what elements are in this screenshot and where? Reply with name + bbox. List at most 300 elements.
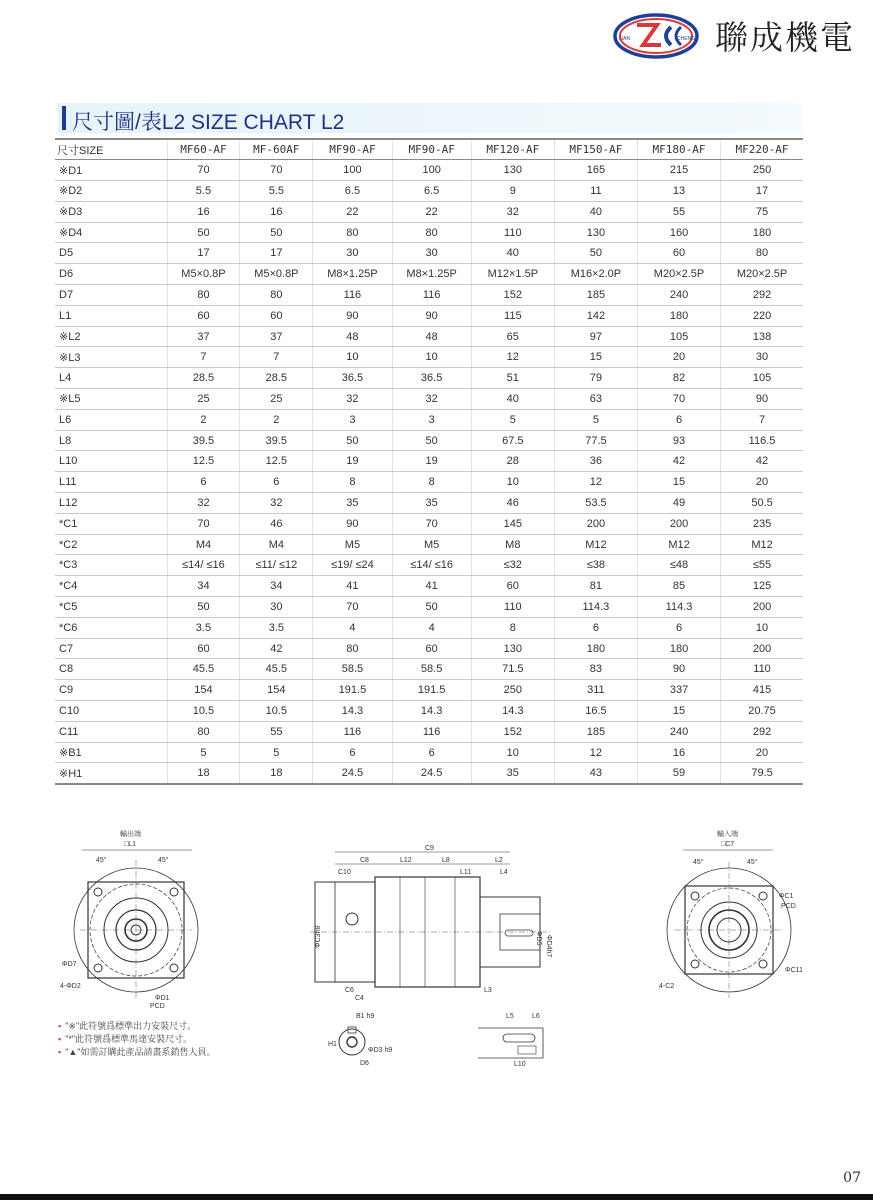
row-label: C11 xyxy=(55,721,167,742)
table-cell: 152 xyxy=(471,721,554,742)
svg-text:45°: 45° xyxy=(158,857,169,864)
table-cell: 12.5 xyxy=(167,451,240,472)
table-cell: 115 xyxy=(471,305,554,326)
table-cell: 15 xyxy=(637,472,720,493)
table-header-row xyxy=(55,139,803,160)
table-cell: 3.5 xyxy=(167,617,240,638)
table-cell: 46 xyxy=(240,513,313,534)
table-cell: 83 xyxy=(554,659,637,680)
table-cell: M12 xyxy=(554,534,637,555)
table-cell: 200 xyxy=(721,597,803,618)
table-cell: ≤48 xyxy=(637,555,720,576)
table-cell: M4 xyxy=(240,534,313,555)
table-cell: M8×1.25P xyxy=(313,264,392,285)
svg-text:L8: L8 xyxy=(442,857,450,864)
row-label: ※L5 xyxy=(55,389,167,410)
table-cell: 15 xyxy=(637,701,720,722)
svg-text:輸出端: 輸出端 xyxy=(120,831,141,838)
svg-text:L5: L5 xyxy=(506,1013,514,1020)
table-cell: 82 xyxy=(637,368,720,389)
table-cell: 12 xyxy=(554,742,637,763)
table-cell: 116.5 xyxy=(721,430,803,451)
table-row xyxy=(55,243,803,264)
svg-text:4-ΦD2: 4-ΦD2 xyxy=(60,983,81,990)
table-cell: 6 xyxy=(240,472,313,493)
row-label: C9 xyxy=(55,680,167,701)
svg-text:L11: L11 xyxy=(460,869,472,876)
row-label: L10 xyxy=(55,451,167,472)
row-label: L6 xyxy=(55,409,167,430)
table-cell: M5 xyxy=(313,534,392,555)
row-label: ※D1 xyxy=(55,160,167,181)
table-cell: 32 xyxy=(167,493,240,514)
table-cell: 100 xyxy=(392,160,471,181)
row-label: L1 xyxy=(55,305,167,326)
table-cell: 311 xyxy=(554,680,637,701)
table-cell: 55 xyxy=(240,721,313,742)
row-label: D7 xyxy=(55,285,167,306)
table-cell: 97 xyxy=(554,326,637,347)
table-cell: 18 xyxy=(240,763,313,784)
table-cell: ≤38 xyxy=(554,555,637,576)
table-cell: 185 xyxy=(554,721,637,742)
table-cell: 180 xyxy=(637,638,720,659)
svg-text:L2: L2 xyxy=(495,857,503,864)
svg-text:C8: C8 xyxy=(360,857,369,864)
column-header: MF180-AF xyxy=(637,139,720,160)
table-cell: 36 xyxy=(554,451,637,472)
table-cell: 130 xyxy=(471,638,554,659)
row-label: L11 xyxy=(55,472,167,493)
table-row xyxy=(55,430,803,451)
table-cell: 49 xyxy=(637,493,720,514)
table-cell: 35 xyxy=(313,493,392,514)
table-row xyxy=(55,659,803,680)
table-cell: 180 xyxy=(554,638,637,659)
table-cell: 292 xyxy=(721,285,803,306)
table-cell: 10 xyxy=(721,617,803,638)
svg-text:PCD: PCD xyxy=(781,903,796,910)
table-cell: 250 xyxy=(471,680,554,701)
table-cell: 80 xyxy=(240,285,313,306)
table-cell: 22 xyxy=(313,201,392,222)
table-cell: 138 xyxy=(721,326,803,347)
row-label: C10 xyxy=(55,701,167,722)
table-cell: 28.5 xyxy=(240,368,313,389)
table-cell: 152 xyxy=(471,285,554,306)
column-header: MF220-AF xyxy=(721,139,803,160)
table-row xyxy=(55,534,803,555)
table-cell: 114.3 xyxy=(637,597,720,618)
table-row xyxy=(55,472,803,493)
table-cell: 50 xyxy=(167,597,240,618)
column-header: MF-60AF xyxy=(240,139,313,160)
table-cell: 36.5 xyxy=(392,368,471,389)
table-cell: 292 xyxy=(721,721,803,742)
row-label: *C2 xyxy=(55,534,167,555)
row-label: D5 xyxy=(55,243,167,264)
table-cell: 154 xyxy=(240,680,313,701)
table-cell: 18 xyxy=(167,763,240,784)
table-cell: 105 xyxy=(721,368,803,389)
table-cell: 19 xyxy=(392,451,471,472)
table-cell: 142 xyxy=(554,305,637,326)
table-cell: 160 xyxy=(637,222,720,243)
table-cell: 116 xyxy=(313,721,392,742)
table-cell: 50.5 xyxy=(721,493,803,514)
table-cell: 10 xyxy=(392,347,471,368)
svg-text:ΦC3h8: ΦC3h8 xyxy=(315,925,322,948)
table-cell: 60 xyxy=(167,638,240,659)
table-cell: 77.5 xyxy=(554,430,637,451)
title-bar xyxy=(58,103,803,133)
table-cell: M20×2.5P xyxy=(721,264,803,285)
table-row xyxy=(55,493,803,514)
row-label: ※H1 xyxy=(55,763,167,784)
table-cell: 5 xyxy=(167,742,240,763)
row-label: ※D2 xyxy=(55,181,167,202)
table-cell: ≤19/ ≤24 xyxy=(313,555,392,576)
table-cell: M5×0.8P xyxy=(240,264,313,285)
table-cell: 34 xyxy=(240,576,313,597)
svg-text:輸入端: 輸入端 xyxy=(717,831,738,838)
svg-text:□L1: □L1 xyxy=(124,841,137,848)
table-cell: 35 xyxy=(392,493,471,514)
table-cell: 191.5 xyxy=(313,680,392,701)
table-cell: 34 xyxy=(167,576,240,597)
table-cell: 2 xyxy=(167,409,240,430)
size-chart-table xyxy=(55,138,803,785)
svg-text:ΦD5: ΦD5 xyxy=(535,931,542,946)
row-label: L8 xyxy=(55,430,167,451)
table-cell: 90 xyxy=(721,389,803,410)
table-cell: 19 xyxy=(313,451,392,472)
table-cell: 220 xyxy=(721,305,803,326)
table-cell: 125 xyxy=(721,576,803,597)
svg-text:C6: C6 xyxy=(345,987,354,994)
svg-text:LIAN: LIAN xyxy=(619,35,631,42)
table-cell: 46 xyxy=(471,493,554,514)
footnotes xyxy=(58,1020,216,1059)
table-cell: 71.5 xyxy=(471,659,554,680)
table-cell: 13 xyxy=(637,181,720,202)
table-row xyxy=(55,389,803,410)
table-cell: 116 xyxy=(392,285,471,306)
table-cell: 50 xyxy=(167,222,240,243)
table-cell: 58.5 xyxy=(313,659,392,680)
table-cell: 85 xyxy=(637,576,720,597)
table-cell: 116 xyxy=(313,285,392,306)
table-row xyxy=(55,576,803,597)
table-row xyxy=(55,326,803,347)
table-cell: 79 xyxy=(554,368,637,389)
table-cell: 60 xyxy=(392,638,471,659)
table-cell: 93 xyxy=(637,430,720,451)
row-label: ※L2 xyxy=(55,326,167,347)
table-cell: 240 xyxy=(637,285,720,306)
table-cell: 12 xyxy=(471,347,554,368)
table-cell: 90 xyxy=(313,305,392,326)
table-cell: 79.5 xyxy=(721,763,803,784)
page-title: 尺寸圖/表L2 SIZE CHART L2 xyxy=(72,111,345,134)
svg-text:PCD: PCD xyxy=(150,1003,165,1010)
table-cell: 80 xyxy=(167,285,240,306)
table-cell: 48 xyxy=(313,326,392,347)
table-cell: 165 xyxy=(554,160,637,181)
table-cell: 42 xyxy=(240,638,313,659)
table-row xyxy=(55,597,803,618)
table-cell: 250 xyxy=(721,160,803,181)
table-row xyxy=(55,680,803,701)
table-cell: 70 xyxy=(313,597,392,618)
table-row xyxy=(55,347,803,368)
table-cell: M4 xyxy=(167,534,240,555)
svg-text:L12: L12 xyxy=(400,857,412,864)
table-cell: 11 xyxy=(554,181,637,202)
table-cell: 40 xyxy=(471,243,554,264)
column-header: 尺寸SIZE xyxy=(55,139,167,160)
table-cell: 8 xyxy=(471,617,554,638)
table-cell: 80 xyxy=(167,721,240,742)
table-cell: 10 xyxy=(471,742,554,763)
table-row xyxy=(55,555,803,576)
table-cell: 60 xyxy=(240,305,313,326)
table-row xyxy=(55,264,803,285)
svg-text:C10: C10 xyxy=(338,869,351,876)
svg-text:L3: L3 xyxy=(484,987,492,994)
table-cell: 14.3 xyxy=(313,701,392,722)
table-cell: M12 xyxy=(637,534,720,555)
table-row xyxy=(55,638,803,659)
table-cell: 20 xyxy=(721,742,803,763)
table-cell: 41 xyxy=(392,576,471,597)
table-cell: 32 xyxy=(313,389,392,410)
table-cell: 6 xyxy=(637,409,720,430)
table-cell: 6 xyxy=(637,617,720,638)
table-cell: 28.5 xyxy=(167,368,240,389)
table-cell: M12×1.5P xyxy=(471,264,554,285)
table-cell: 24.5 xyxy=(313,763,392,784)
table-cell: 7 xyxy=(240,347,313,368)
table-row xyxy=(55,285,803,306)
table-cell: 7 xyxy=(721,409,803,430)
table-cell: 90 xyxy=(637,659,720,680)
svg-text:C4: C4 xyxy=(355,995,364,1002)
table-cell: M16×2.0P xyxy=(554,264,637,285)
company-name: 聯成機電 xyxy=(715,18,855,57)
table-cell: 80 xyxy=(721,243,803,264)
table-cell: 50 xyxy=(240,222,313,243)
table-cell: 60 xyxy=(167,305,240,326)
table-cell: 59 xyxy=(637,763,720,784)
page-number: 07 xyxy=(843,1170,861,1186)
table-cell: 42 xyxy=(721,451,803,472)
table-row xyxy=(55,617,803,638)
table-cell: 28 xyxy=(471,451,554,472)
table-cell: 36.5 xyxy=(313,368,392,389)
table-cell: 25 xyxy=(240,389,313,410)
table-cell: 55 xyxy=(637,201,720,222)
svg-text:ΦD4h7: ΦD4h7 xyxy=(545,935,552,958)
table-cell: 81 xyxy=(554,576,637,597)
table-cell: 43 xyxy=(554,763,637,784)
footnote: ▪ "▲"如需訂購此產品請畫系銷售人員。 xyxy=(58,1047,216,1057)
table-cell: 51 xyxy=(471,368,554,389)
company-logo xyxy=(613,13,699,59)
table-cell: 9 xyxy=(471,181,554,202)
table-cell: 17 xyxy=(167,243,240,264)
footnote: ▪ "※"此符號爲標準出力安裝尺寸。 xyxy=(58,1021,197,1031)
table-cell: 75 xyxy=(721,201,803,222)
footer-bar xyxy=(0,1194,873,1200)
table-row xyxy=(55,160,803,181)
table-cell: 20 xyxy=(721,472,803,493)
svg-text:L6: L6 xyxy=(532,1013,540,1020)
table-row xyxy=(55,763,803,784)
table-cell: 145 xyxy=(471,513,554,534)
table-cell: 42 xyxy=(637,451,720,472)
table-cell: 191.5 xyxy=(392,680,471,701)
row-label: D6 xyxy=(55,264,167,285)
table-row xyxy=(55,181,803,202)
row-label: C7 xyxy=(55,638,167,659)
table-cell: 6 xyxy=(167,472,240,493)
row-label: *C3 xyxy=(55,555,167,576)
svg-text:4-C2: 4-C2 xyxy=(659,983,675,990)
table-cell: 63 xyxy=(554,389,637,410)
table-cell: 6.5 xyxy=(392,181,471,202)
table-cell: 50 xyxy=(313,430,392,451)
table-cell: 5 xyxy=(554,409,637,430)
table-cell: 90 xyxy=(392,305,471,326)
table-cell: 100 xyxy=(313,160,392,181)
table-cell: 7 xyxy=(167,347,240,368)
table-cell: 80 xyxy=(313,222,392,243)
table-cell: 14.3 xyxy=(471,701,554,722)
side-view-drawing xyxy=(300,842,570,1002)
table-row xyxy=(55,451,803,472)
table-cell: 22 xyxy=(392,201,471,222)
table-cell: 16 xyxy=(637,742,720,763)
svg-text:L4: L4 xyxy=(500,869,508,876)
table-cell: 337 xyxy=(637,680,720,701)
table-cell: 10.5 xyxy=(240,701,313,722)
shaft-end-drawing xyxy=(478,1010,558,1070)
table-cell: 130 xyxy=(471,160,554,181)
table-cell: 30 xyxy=(392,243,471,264)
table-cell: 41 xyxy=(313,576,392,597)
table-cell: ≤11/ ≤12 xyxy=(240,555,313,576)
table-cell: 16 xyxy=(167,201,240,222)
table-cell: M8×1.25P xyxy=(392,264,471,285)
title-accent xyxy=(62,106,66,130)
table-cell: 14.3 xyxy=(392,701,471,722)
table-cell: 10 xyxy=(313,347,392,368)
column-header: MF90-AF xyxy=(392,139,471,160)
table-cell: 32 xyxy=(240,493,313,514)
table-cell: 200 xyxy=(554,513,637,534)
table-cell: 30 xyxy=(313,243,392,264)
table-cell: 240 xyxy=(637,721,720,742)
table-cell: 45.5 xyxy=(240,659,313,680)
table-cell: 70 xyxy=(167,160,240,181)
table-cell: 10.5 xyxy=(167,701,240,722)
table-cell: 6 xyxy=(313,742,392,763)
svg-text:C9: C9 xyxy=(425,845,434,852)
table-cell: M12 xyxy=(721,534,803,555)
table-cell: 32 xyxy=(392,389,471,410)
table-cell: 415 xyxy=(721,680,803,701)
table-cell: 185 xyxy=(554,285,637,306)
table-cell: M8 xyxy=(471,534,554,555)
table-cell: 110 xyxy=(721,659,803,680)
table-cell: 180 xyxy=(637,305,720,326)
table-cell: 6.5 xyxy=(313,181,392,202)
svg-text:ΦC1: ΦC1 xyxy=(779,893,794,900)
row-label: *C6 xyxy=(55,617,167,638)
table-cell: 2 xyxy=(240,409,313,430)
row-label: ※L3 xyxy=(55,347,167,368)
table-row xyxy=(55,368,803,389)
table-row xyxy=(55,513,803,534)
table-cell: 8 xyxy=(392,472,471,493)
svg-text:D6: D6 xyxy=(360,1060,369,1067)
row-label: ※D4 xyxy=(55,222,167,243)
table-cell: 17 xyxy=(721,181,803,202)
table-cell: 3 xyxy=(313,409,392,430)
row-label: *C1 xyxy=(55,513,167,534)
table-cell: M5 xyxy=(392,534,471,555)
table-cell: 40 xyxy=(471,389,554,410)
table-cell: 8 xyxy=(313,472,392,493)
table-row xyxy=(55,201,803,222)
table-cell: 67.5 xyxy=(471,430,554,451)
table-cell: 70 xyxy=(392,513,471,534)
row-label: ※D3 xyxy=(55,201,167,222)
table-cell: 3 xyxy=(392,409,471,430)
table-cell: 114.3 xyxy=(554,597,637,618)
column-header: MF60-AF xyxy=(167,139,240,160)
table-cell: 5.5 xyxy=(167,181,240,202)
row-label: *C5 xyxy=(55,597,167,618)
table-cell: M5×0.8P xyxy=(167,264,240,285)
table-cell: ≤14/ ≤16 xyxy=(167,555,240,576)
table-cell: 116 xyxy=(392,721,471,742)
table-cell: 50 xyxy=(392,430,471,451)
table-cell: 105 xyxy=(637,326,720,347)
table-cell: 50 xyxy=(554,243,637,264)
table-row xyxy=(55,701,803,722)
row-label: *C4 xyxy=(55,576,167,597)
table-cell: 32 xyxy=(471,201,554,222)
table-row xyxy=(55,222,803,243)
table-row xyxy=(55,409,803,430)
svg-text:□C7: □C7 xyxy=(721,841,735,848)
svg-text:CHENG: CHENG xyxy=(677,35,696,42)
table-cell: ≤14/ ≤16 xyxy=(392,555,471,576)
table-cell: 15 xyxy=(554,347,637,368)
table-cell: 24.5 xyxy=(392,763,471,784)
table-cell: 16.5 xyxy=(554,701,637,722)
row-label: L4 xyxy=(55,368,167,389)
table-cell: 5 xyxy=(240,742,313,763)
table-cell: 180 xyxy=(721,222,803,243)
table-cell: 235 xyxy=(721,513,803,534)
table-row xyxy=(55,742,803,763)
table-cell: 4 xyxy=(313,617,392,638)
table-cell: 60 xyxy=(471,576,554,597)
table-cell: 80 xyxy=(313,638,392,659)
